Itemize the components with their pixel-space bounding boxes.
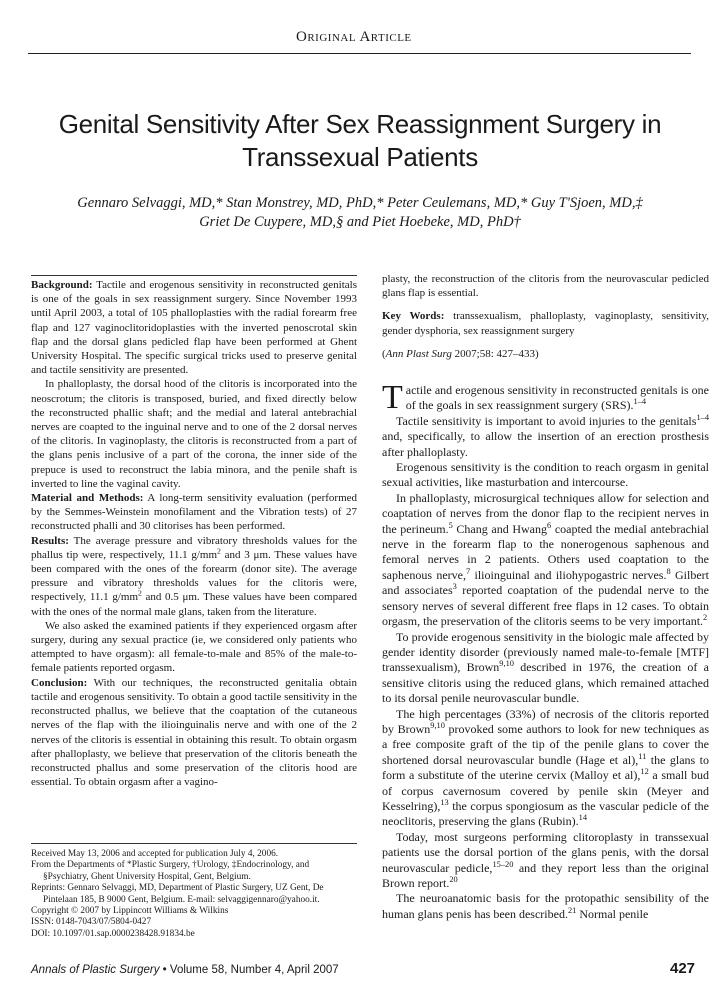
body-paragraph-8 <box>382 891 709 922</box>
citation-journal: Ann Plast Surg <box>385 347 452 360</box>
ref-sup: 12 <box>640 767 649 777</box>
author-line-1: Gennaro Selvaggi, MD,* Stan Monstrey, MD, PhD,* Peter Ceulemans, MD,* Guy T'Sjoen, MD,‡ <box>77 195 643 211</box>
ref-sup: 8 <box>666 566 671 576</box>
footnote-rule <box>31 843 357 844</box>
results-text-c: and 0.5 μm. These values have been compared with the ones of the normal male glans, taken from the literature. <box>31 591 357 618</box>
methods-label: Material and Methods: <box>31 492 144 505</box>
abstract-column-right <box>382 272 709 361</box>
body-p5-text-b: described in 1976, the creation of a sensitive clitoris using the reduced glans, which remained attached to its dorsal penile neurovascular bundle. <box>382 660 710 706</box>
body-p4-text-e: Gilbert and associates <box>382 567 709 598</box>
ref-sup: 5 <box>448 520 453 530</box>
ref-sup: 7 <box>465 566 471 576</box>
abstract-methods <box>31 491 357 534</box>
results-label: Results: <box>31 534 69 547</box>
body-paragraph-2 <box>382 414 709 460</box>
results-text-a: The average pressure and vibratory thresholds values for the phallus tip were, respectively, 11.1 g/mm <box>31 534 357 561</box>
body-p6-text-b: provoked some authors to look for new techniques as a free composite graft of the tip of the penile glans to cover the shortened dorsal neurovascular bundle (Hage et al), <box>382 721 709 767</box>
footnote-copyright: Copyright © 2007 by Lippincott Williams & Wilkins <box>31 906 229 917</box>
citation: (Ann Plast Surg 2007;58: 427–433) <box>382 347 539 360</box>
body-p4-text-b: Chang and Hwang <box>452 521 548 536</box>
ref-sup: 3 <box>452 582 457 592</box>
body-p1-text: actile and erogenous sensitivity in reconstructed genitals is one of the goals in sex reassignment surgery (SRS). <box>405 383 709 413</box>
body-paragraph-5 <box>382 630 709 707</box>
footnote-received: Received May 13, 2006 and accepted for publication July 4, 2006. <box>31 849 279 859</box>
keywords-label: Key Words: <box>382 310 445 323</box>
body-p2-text-a: Tactile sensitivity is important to avoid injuries to the genitals <box>396 413 697 428</box>
results-sup-2: 2 <box>138 588 142 598</box>
author-list <box>40 194 680 232</box>
body-p6-text-d: a small bud of corpus cavernosum covered by penile skin (Meyer and Kesselring), <box>382 768 710 813</box>
ref-sup: 15–20 <box>492 859 514 869</box>
body-p4-text-c: coapted the medial antebrachial nerve in the forearm flap to the nonerogenous saphenous and femoral nerves in 2 patients. Others used coaptation to the saphenous nerve, <box>382 521 709 582</box>
ref-sup: 13 <box>440 797 449 807</box>
abstract-top-rule <box>31 275 357 276</box>
ref-sup: 2 <box>703 613 708 623</box>
body-p4-text-d: ilioinguinal and iliohypogastric nerves. <box>470 567 667 582</box>
drop-cap: T <box>382 379 403 416</box>
keywords <box>382 309 709 337</box>
body-p4-text-f: reported coaptation of the pudendal nerve to the sensory nerves of several different free flaps in 12 cases. To obtain orgasm, the preservation of the clitoris seems to be very important. <box>382 583 709 629</box>
ref-sup: 14 <box>578 813 587 823</box>
abstract-conclusion <box>31 676 357 790</box>
ref-sup: 6 <box>547 520 552 530</box>
conclusion-text: With our techniques, the reconstructed genitalia obtain tactile and erogenous sensitivity. To obtain a good tactile sensitivity in the reconstructed phallus, we believe that the coaptation of the cutaneous nerves of the flap with the ilioinguinalis nerve and with one of the 2 nerves of the clitoris is essential in obtaining this result. To obtain orgasm after phalloplasty, we believe that preservation of the clitoris beneath the reconstructed phallus and some preservation of the clitoris hood are essential. To obtain orgasm after a vagino- <box>31 676 357 789</box>
footnote-doi: DOI: 10.1097/01.sap.0000238428.91834.be <box>31 928 195 939</box>
section-header: Original Article <box>296 29 412 45</box>
page-number: 427 <box>670 960 696 977</box>
background-text: Tactile and erogenous sensitivity in reconstructed genitals is one of the goals in sex reassignment surgery. Since November 1993 until April 2003, a total of 105 phalloplasties with the radial forearm free flap and 127 vaginoclitoridoplasties with the inverted penoscrotal skin flap and the dorsal glans pedicled flap have been performed at Ghent University Hospital. The specific surgical tricks used to preserve genital and tactile sensitivity are presented. <box>31 279 357 377</box>
article-title: Genital Sensitivity After Sex Reassignment Surgery in Transsexual Patients <box>58 109 662 172</box>
ref-sup: 1–4 <box>696 412 709 422</box>
body-paragraph-3: Erogenous sensitivity is the condition to reach orgasm in genital sexual activities, like masturbation and intercourse. <box>382 460 709 490</box>
ref-sup: 21 <box>567 905 577 915</box>
ref-sup: 11 <box>638 751 647 761</box>
background-label: Background: <box>31 279 93 291</box>
header-rule <box>28 53 691 54</box>
ref-sup: 9,10 <box>499 659 514 669</box>
methods-text: A long-term sensitivity evaluation (performed by the Semmes-Weinstein monofilament and the Vibration tests) of 27 reconstructed phalli and 30 clitorises has been performed. <box>31 492 358 533</box>
body-text <box>382 379 710 922</box>
body-p2-text-b: and, specifically, to allow the insertion of an erection prosthesis after phalloplasty. <box>382 429 709 459</box>
footnote-reprints: Reprints: Gennaro Selvaggi, MD, Department of Plastic Surgery, UZ Gent, De Pintelaan 185, B 9000 Gent, Belgium. E-mail: selvaggigennaro@yahoo.it. <box>31 883 324 905</box>
abstract-conclusion-continued: plasty, the reconstruction of the clitoris from the neurovascular pedicled glans flap is essential. <box>382 273 709 300</box>
body-p6-text-c: the glans to form a substitute of the uterine cervix (Malloy et al), <box>382 752 709 783</box>
footnotes <box>31 849 357 940</box>
footnote-affiliations: From the Departments of *Plastic Surgery, †Urology, ‡Endocrinology, and §Psychiatry, Ghent University Hospital, Gent, Belgium. <box>31 860 310 882</box>
footer-volume: Volume 58, Number 4, April 2007 <box>169 964 339 976</box>
body-p7-text-a: Today, most surgeons performing clitoroplasty in transsexual patients use the dorsal portion of the glans penis, with the dorsal neurovascular pedicle, <box>382 829 709 875</box>
ref-sup: 9,10 <box>430 720 445 730</box>
abstract-background <box>31 278 357 377</box>
abstract-results-p2: We also asked the examined patients if they experienced orgasm after surgery, during any sexual practice (ie, we considered only patients who attempted to have orgasm): all female-to-male and 85% of the male-to-female patients reported orgasm. <box>31 619 357 675</box>
body-p4-text-a: In phalloplasty, microsurgical techniques allow for selection and coaptation of nerves from the donor flap to the recipient nerves in the perineum. <box>382 490 709 536</box>
body-p5-text-a: To provide erogenous sensitivity in the biologic male affected by gender identity disorder (previously named male-to-female [MTF] transsexualism), Brown <box>382 629 709 675</box>
abstract-background-p2: In phalloplasty, the dorsal hood of the clitoris is incorporated into the neoscrotum; the clitoris is transposed, buried, and fixed directly below the reconstructed phallic shaft; and the medial and lateral antebrachial nerves are coapted to the inguinal nerve and to one of the 2 dorsal nerves of the clitoris. In vaginoplasty, the clitoris is reconstructed from a part of the glans penis inclusive of a part of the corona, the inner side of the prepuce is used to reconstruct the labia minora, and the penile shaft is inverted to line the vaginal cavity. <box>31 378 357 490</box>
keywords-text: transsexualism, phalloplasty, vaginoplasty, sensitivity, gender dysphoria, sex reassignment surgery <box>382 310 709 337</box>
body-paragraph-4 <box>382 491 709 630</box>
footnote-issn: ISSN: 0148-7043/07/5804-0427 <box>31 917 152 928</box>
abstract-results <box>31 534 357 619</box>
page-footer <box>31 964 691 976</box>
body-p7-text-b: and they report less than the original Brown report. <box>382 860 709 890</box>
conclusion-label: Conclusion: <box>31 676 88 689</box>
ref-sup: 1–4 <box>633 397 647 407</box>
citation-details: 2007;58: 427–433) <box>451 347 539 360</box>
footer-journal: Annals of Plastic Surgery <box>31 964 160 976</box>
body-paragraph-1 <box>382 379 709 416</box>
author-line-2: Griet De Cuypere, MD,§ and Piet Hoebeke, MD, PhD† <box>199 214 521 230</box>
body-paragraph-6 <box>382 707 709 830</box>
body-p6-text-e: the corpus spongiosum as the vascular pedicle of the neoclitoris, preserving the glans (Rubin). <box>382 798 709 829</box>
ref-sup: 20 <box>449 875 458 884</box>
body-paragraph-7 <box>382 830 709 892</box>
body-p8-text-a: The neuroanatomic basis for the protopathic sensibility of the human glans penis has been described. <box>382 891 709 921</box>
results-text-b: and 3 μm. These values have been compared with the ones of the forearm (donor site). The average pressure and vibratory thresholds values for the clitoris were, respectively, 11.1 g/mm <box>31 548 357 604</box>
body-p8-text-b: Normal penile <box>576 906 649 921</box>
footer-bullet: • <box>159 964 170 976</box>
abstract-column-left <box>31 278 357 789</box>
body-p6-text-a: The high percentages (33%) of necrosis of the clitoris reported by Brown <box>382 706 709 736</box>
results-sup-1: 2 <box>217 546 221 556</box>
